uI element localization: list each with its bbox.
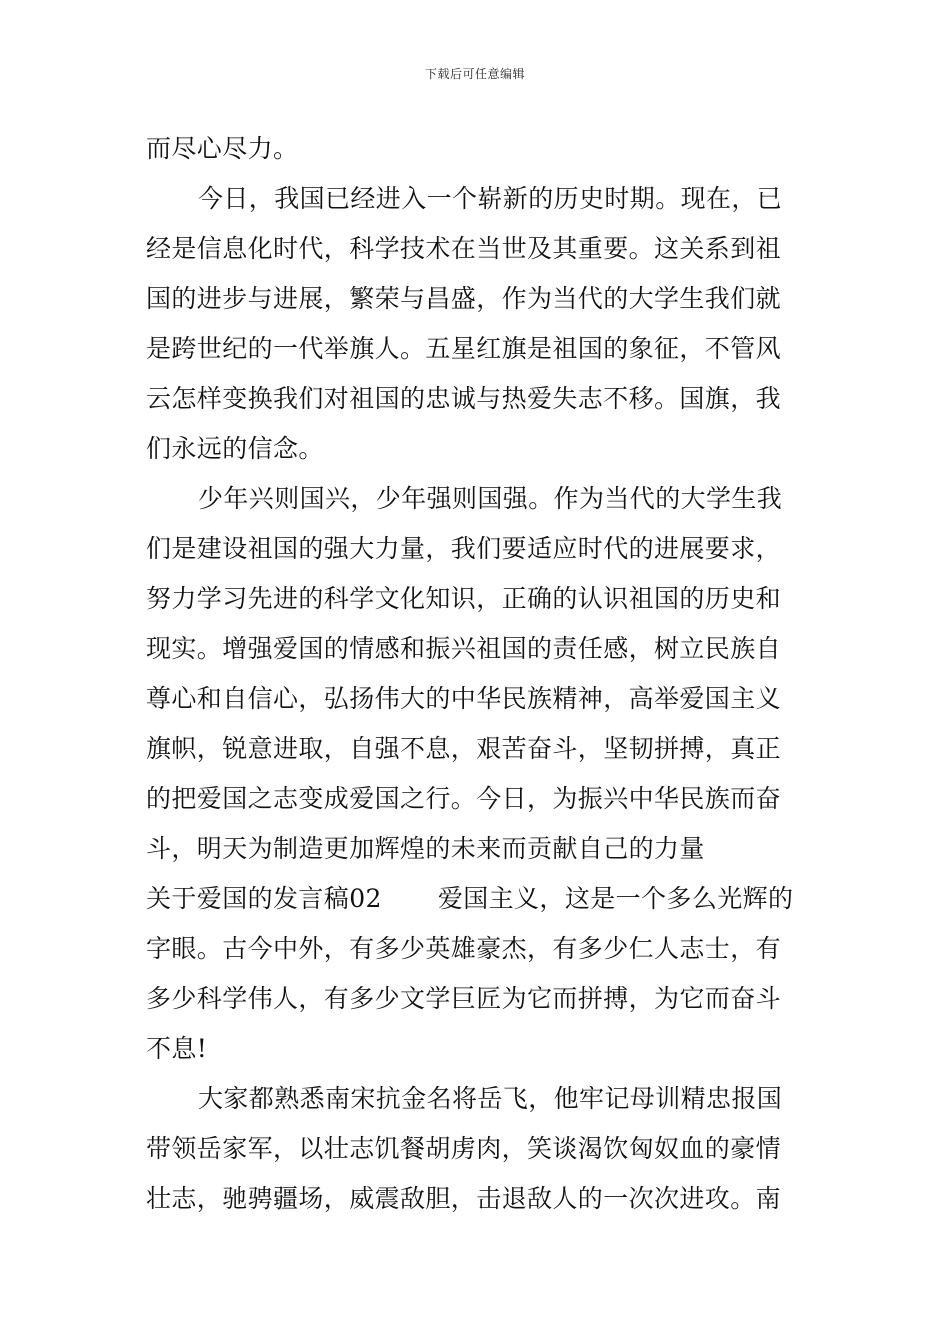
text-line: 的把爱国之志变成爱国之行。今日，为振兴中华民族而奋: [146, 784, 782, 813]
document-body: [146, 124, 810, 1224]
page-header-note: 下载后可任意编辑: [424, 67, 525, 81]
text-line: 云怎样变换我们对祖国的忠诚与热爱失志不移。国旗，我: [146, 384, 782, 413]
text-line: 多少科学伟人，有多少文学巨匠为它而拼搏，为它而奋斗: [146, 984, 782, 1013]
section-title-line: [146, 874, 810, 924]
text-line: 们永远的信念。: [146, 434, 324, 463]
text-line: 而尽心尽力。: [146, 134, 299, 163]
text-line: 少年兴则国兴，少年强则国强。作为当代的大学生我: [198, 484, 783, 513]
text-line: 努力学习先进的科学文化知识，正确的认识祖国的历史和: [146, 584, 782, 613]
text-line: 壮志，驰骋疆场，威震敌胆，击退敌人的一次次进攻。南: [146, 1184, 782, 1213]
text-line: 斗，明天为制造更加辉煌的未来而贡献自己的力量: [146, 834, 705, 863]
text-line: 今日，我国已经进入一个崭新的历史时期。现在，已: [198, 184, 783, 213]
text-line: 带领岳家军，以壮志饥餐胡虏肉，笑谈渴饮匈奴血的豪情: [146, 1134, 782, 1163]
section-title: 关于爱国的发言稿02: [146, 884, 382, 913]
paragraph-block-2: [146, 924, 810, 1224]
text-line: 不息!: [146, 1034, 208, 1063]
section-first-text: 爱国主义，这是一个多么光辉的: [437, 884, 794, 913]
text-line: 旗帜，锐意进取，自强不息，艰苦奋斗，坚韧拼搏，真正: [146, 734, 782, 763]
text-line: 们是建设祖国的强大力量，我们要适应时代的进展要求，: [146, 534, 782, 563]
text-line: 字眼。古今中外，有多少英雄豪杰，有多少仁人志士，有: [146, 934, 782, 963]
text-line: 经是信息化时代，科学技术在当世及其重要。这关系到祖: [146, 234, 782, 263]
text-line: 是跨世纪的一代举旗人。五星红旗是祖国的象征，不管风: [146, 334, 782, 363]
text-line: 国的进步与进展，繁荣与昌盛，作为当代的大学生我们就: [146, 284, 782, 313]
paragraph-block-1: [146, 124, 810, 874]
text-line: 大家都熟悉南宋抗金名将岳飞，他牢记母训精忠报国: [198, 1084, 783, 1113]
text-line: 尊心和自信心，弘扬伟大的中华民族精神，高举爱国主义: [146, 684, 782, 713]
text-line: 现实。增强爱国的情感和振兴祖国的责任感，树立民族自: [146, 634, 782, 663]
